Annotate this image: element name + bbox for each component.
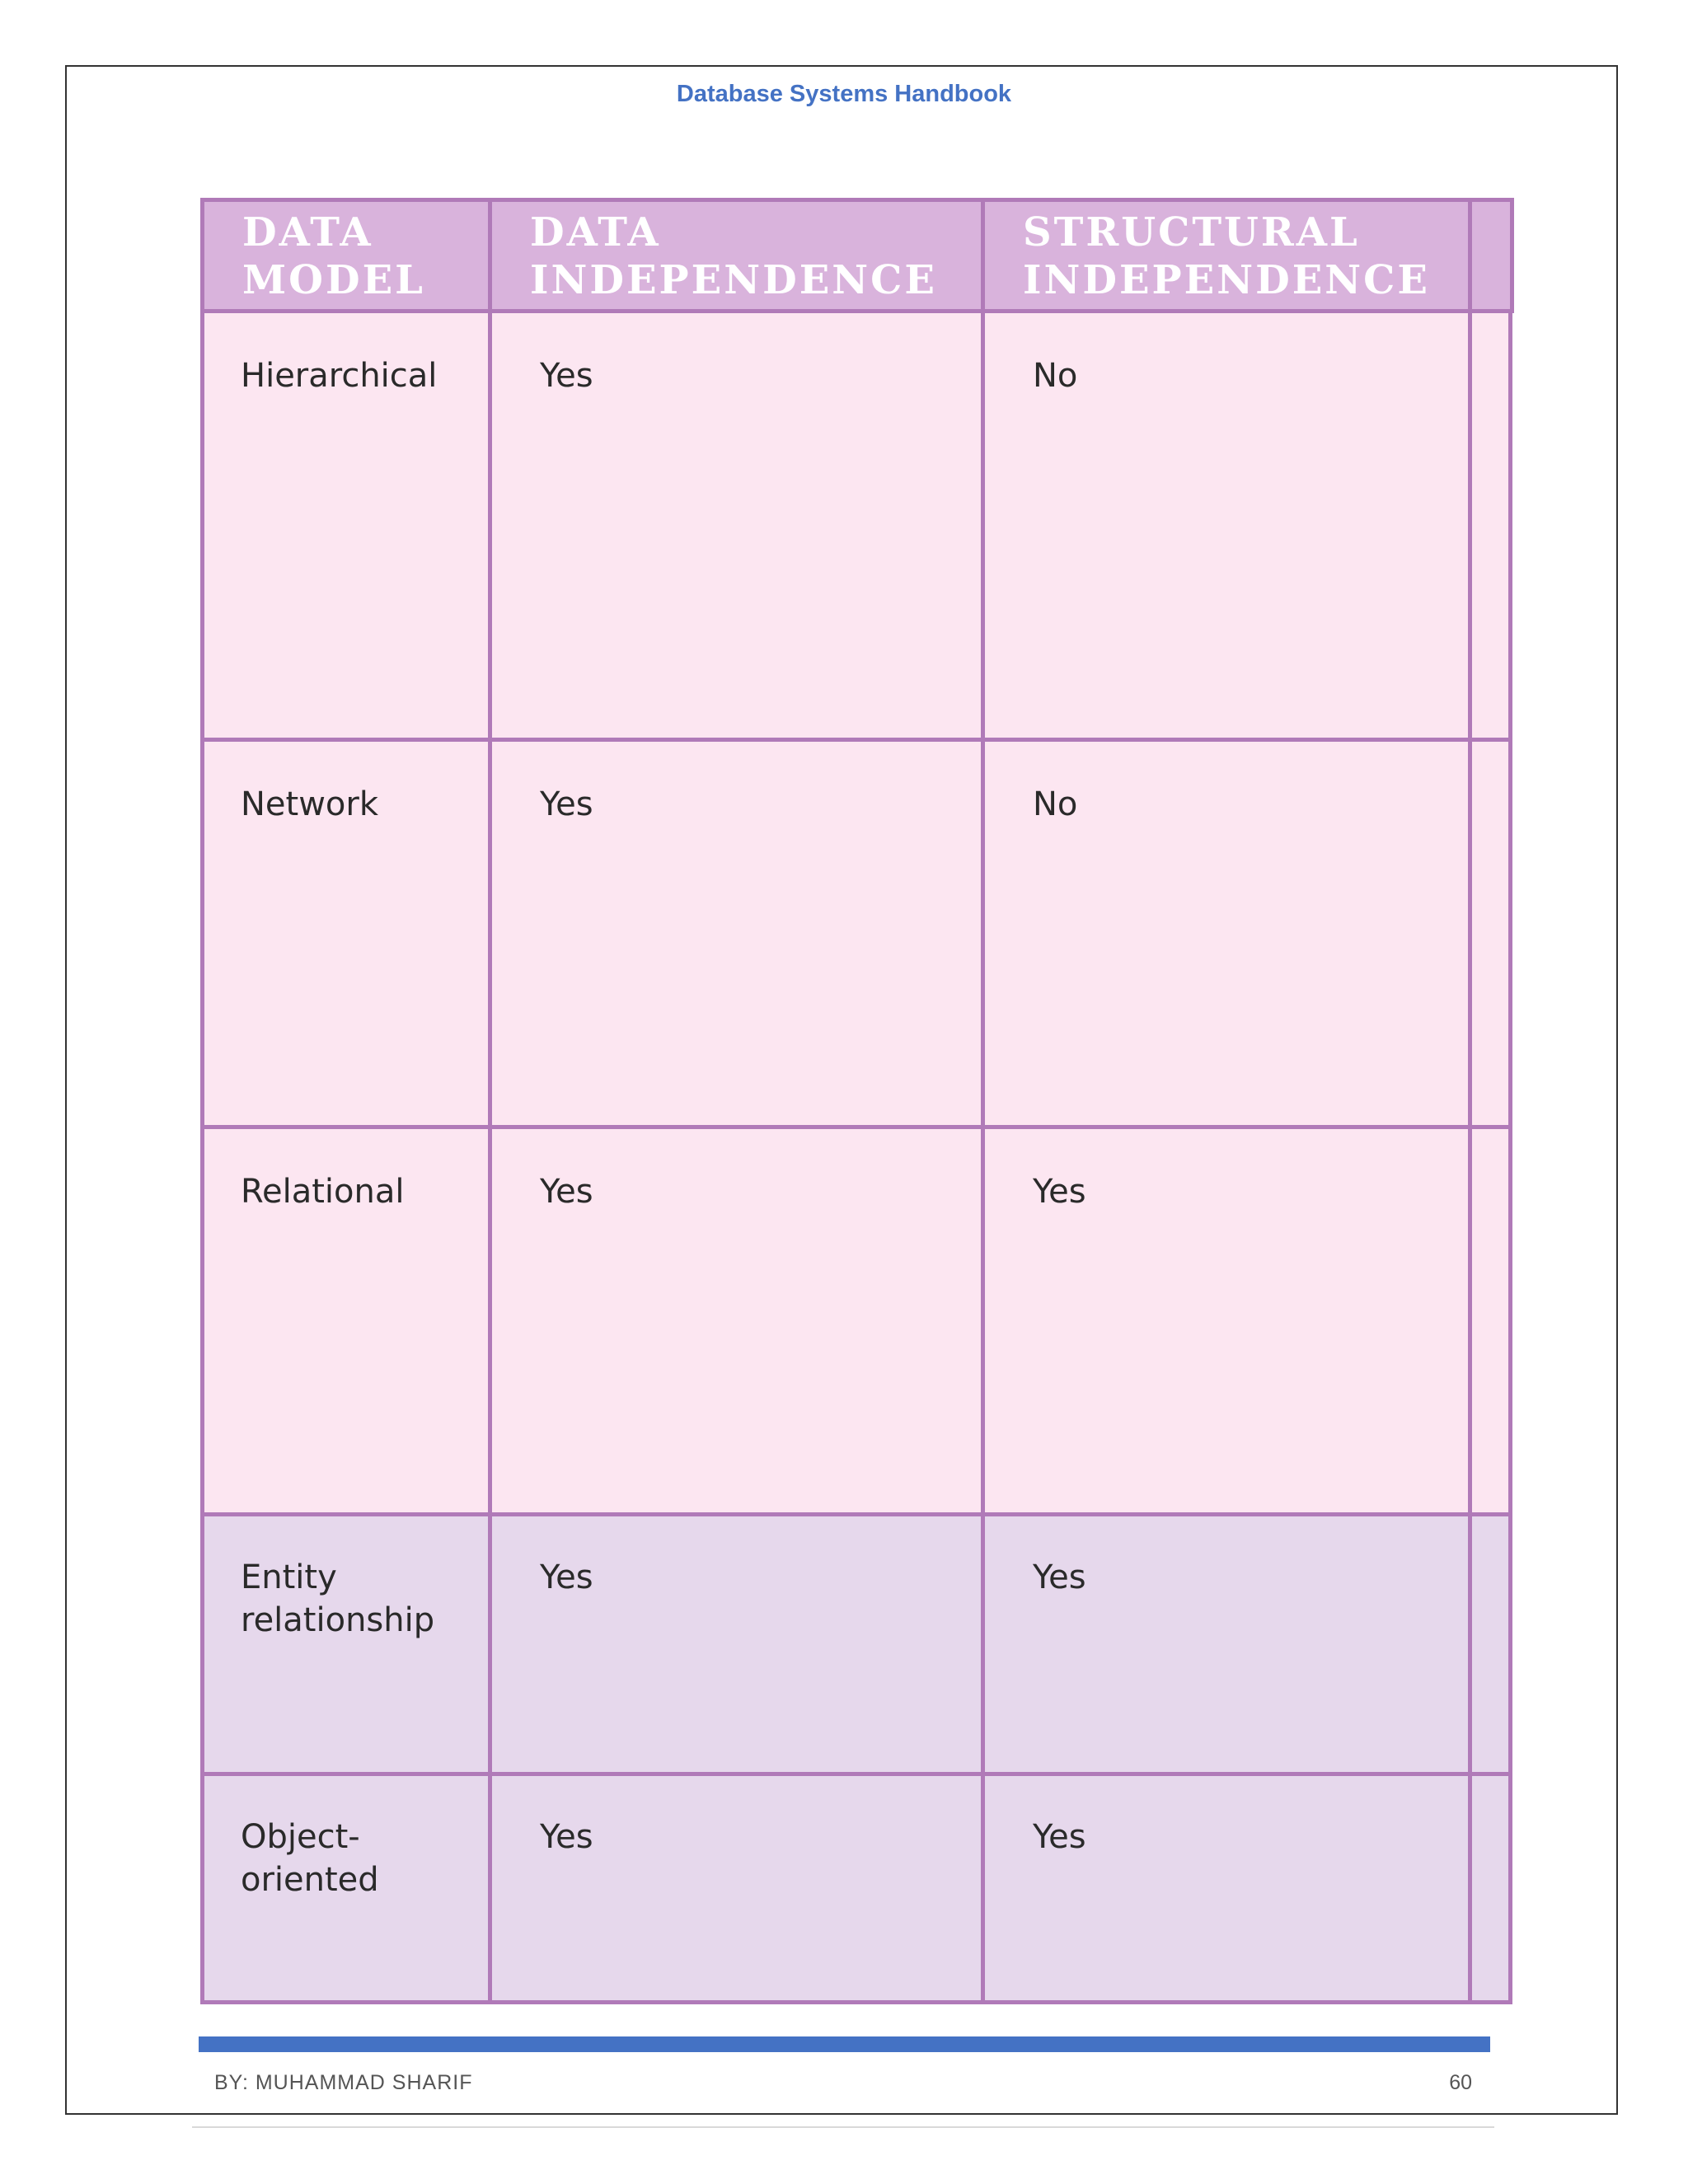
table-row (200, 1512, 1489, 1776)
header-data-model: DATA MODEL (200, 198, 492, 313)
header-structural-independence: STRUCTURAL INDEPENDENCE (981, 198, 1472, 313)
cell-structural-independence: Yes (981, 1772, 1472, 2004)
cell-structural-independence: No (981, 738, 1472, 1129)
cell-cut-column (1468, 1512, 1512, 1776)
table-row (200, 1125, 1489, 1516)
cell-cut-column (1468, 738, 1512, 1129)
cell-data-independence: Yes (488, 738, 985, 1129)
cell-model: Object- oriented (200, 1772, 492, 2004)
cell-cut-column (1468, 1125, 1512, 1516)
table-row (200, 309, 1489, 742)
table-row (200, 738, 1489, 1129)
cell-data-independence: Yes (488, 1125, 985, 1516)
cell-data-independence: Yes (488, 309, 985, 742)
cell-model: Hierarchical (200, 309, 492, 742)
page-number: 60 (1449, 2071, 1472, 2094)
header-cut-column (1468, 198, 1514, 313)
cell-cut-column (1468, 1772, 1512, 2004)
cell-structural-independence: Yes (981, 1512, 1472, 1776)
data-model-table (200, 198, 1489, 1899)
document-title: Database Systems Handbook (676, 81, 1012, 107)
bottom-divider (192, 2126, 1494, 2128)
cell-data-independence: Yes (488, 1512, 985, 1776)
footer-author: BY: MUHAMMAD SHARIF (214, 2071, 473, 2094)
cell-structural-independence: Yes (981, 1125, 1472, 1516)
cell-data-independence: Yes (488, 1772, 985, 2004)
cell-model: Network (200, 738, 492, 1129)
cell-cut-column (1468, 309, 1512, 742)
cell-model: Entity relationship (200, 1512, 492, 1776)
footer-rule (199, 2036, 1490, 2052)
header-data-independence: DATA INDEPENDENCE (488, 198, 985, 313)
cell-model: Relational (200, 1125, 492, 1516)
cell-structural-independence: No (981, 309, 1472, 742)
table-header-row (200, 198, 1489, 313)
table-row (200, 1772, 1489, 2004)
